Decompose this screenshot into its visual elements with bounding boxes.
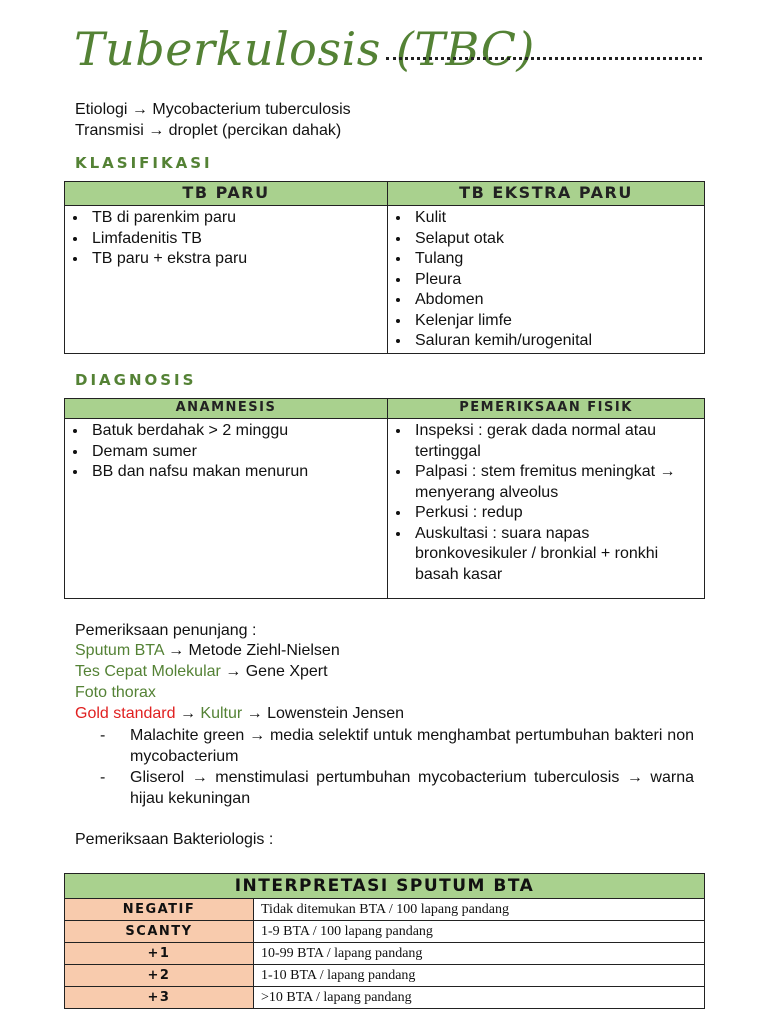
list-item: • BB dan nafsu makan menurun bbox=[88, 462, 386, 483]
list-item: Malachite green → media selektif untuk menghambat pertumbuhan bakteri non mycobacterium bbox=[130, 727, 694, 765]
list-item: • Batuk berdahak > 2 minggu bbox=[88, 421, 386, 442]
sputum-table-header: INTERPRETASI SPUTUM BTA bbox=[65, 874, 705, 899]
list-item: • TB paru + ekstra paru bbox=[88, 249, 386, 270]
list-item: • Limfadenitis TB bbox=[88, 229, 386, 250]
anamnesis-cell bbox=[65, 419, 388, 599]
klasifikasi-table bbox=[64, 181, 705, 354]
sputum-value: 10-99 BTA / lapang pandang bbox=[254, 943, 705, 965]
list-item: • Kulit bbox=[411, 208, 703, 229]
list-item: • Inspeksi : gerak dada normal atau tertinggal bbox=[411, 421, 680, 462]
sputum-bta-table bbox=[64, 873, 705, 1009]
penunjang-tcm-line bbox=[75, 662, 328, 682]
list-item: Gliserol → menstimulasi pertumbuhan mycobacterium tuberculosis → warna hijau kekuningan bbox=[130, 769, 694, 807]
sputum-value: Tidak ditemukan BTA / 100 lapang pandang bbox=[254, 899, 705, 921]
gold-standard-line bbox=[75, 704, 404, 724]
table-row bbox=[65, 921, 705, 943]
tcm-label: Tes Cepat Molekular bbox=[75, 663, 221, 680]
pemeriksaan-fisik-cell bbox=[388, 419, 705, 599]
dash-bullet: - bbox=[100, 769, 106, 786]
dash-bullet: - bbox=[100, 727, 106, 744]
table-row bbox=[65, 987, 705, 1009]
foto-thorax-line: Foto thorax bbox=[75, 684, 156, 701]
sputum-key: +3 bbox=[65, 987, 254, 1009]
col-header-tb-paru: TB PARU bbox=[65, 182, 388, 206]
list-item: • Demam sumer bbox=[88, 442, 386, 463]
tb-ekstra-paru-cell bbox=[388, 206, 705, 354]
tb-paru-cell bbox=[65, 206, 388, 354]
title-dotted-rule bbox=[386, 57, 702, 60]
diagnosis-heading: DIAGNOSIS bbox=[75, 371, 197, 389]
table-row bbox=[65, 965, 705, 987]
sputum-key: NEGATIF bbox=[65, 899, 254, 921]
gold-standard-label: Gold standard bbox=[75, 705, 176, 722]
table-row bbox=[65, 943, 705, 965]
penunjang-item-gliserol bbox=[100, 767, 694, 809]
kultur-label: Kultur bbox=[200, 705, 243, 722]
sputum-bta-label: Sputum BTA bbox=[75, 642, 164, 659]
sputum-value: 1-9 BTA / 100 lapang pandang bbox=[254, 921, 705, 943]
col-header-anamnesis: ANAMNESIS bbox=[65, 399, 388, 419]
list-item: • Perkusi : redup bbox=[411, 503, 680, 524]
transmisi-line: Transmisi → droplet (percikan dahak) bbox=[75, 122, 342, 139]
col-header-tb-ekstra-paru: TB EKSTRA PARU bbox=[388, 182, 705, 206]
diagnosis-table bbox=[64, 398, 705, 599]
table-row bbox=[65, 899, 705, 921]
list-item: • Saluran kemih/urogenital bbox=[411, 331, 703, 352]
list-item: • Pleura bbox=[411, 270, 703, 291]
gold-arrow: → bbox=[175, 705, 201, 722]
list-item: • Palpasi : stem fremitus meningkat → menyerang alveolus bbox=[411, 462, 680, 503]
sputum-value: >10 BTA / lapang pandang bbox=[254, 987, 705, 1009]
penunjang-heading: Pemeriksaan penunjang : bbox=[75, 622, 257, 639]
list-item: • TB di parenkim paru bbox=[88, 208, 386, 229]
list-item: • Selaput otak bbox=[411, 229, 703, 250]
sputum-key: SCANTY bbox=[65, 921, 254, 943]
kultur-method: → Lowenstein Jensen bbox=[242, 705, 405, 722]
klasifikasi-heading: KLASIFIKASI bbox=[75, 154, 213, 172]
tcm-method: → Gene Xpert bbox=[220, 663, 328, 680]
list-item: • Tulang bbox=[411, 249, 703, 270]
bakteriologis-heading: Pemeriksaan Bakteriologis : bbox=[75, 831, 274, 848]
list-item: • Kelenjar limfe bbox=[411, 311, 703, 332]
penunjang-item-malachite bbox=[100, 725, 694, 767]
list-item: • Abdomen bbox=[411, 290, 703, 311]
sputum-key: +1 bbox=[65, 943, 254, 965]
sputum-key: +2 bbox=[65, 965, 254, 987]
sputum-bta-method: → Metode Ziehl-Nielsen bbox=[163, 642, 340, 659]
sputum-value: 1-10 BTA / lapang pandang bbox=[254, 965, 705, 987]
col-header-pemeriksaan-fisik: PEMERIKSAAN FISIK bbox=[388, 399, 705, 419]
etiologi-line: Etiologi → Mycobacterium tuberculosis bbox=[75, 101, 351, 118]
penunjang-sputum-line bbox=[75, 641, 340, 661]
list-item: • Auskultasi : suara napas bronkovesikuler / bronkial + ronkhi basah kasar bbox=[411, 524, 680, 586]
page-title: Tuberkulosis (TBC) bbox=[74, 22, 535, 76]
